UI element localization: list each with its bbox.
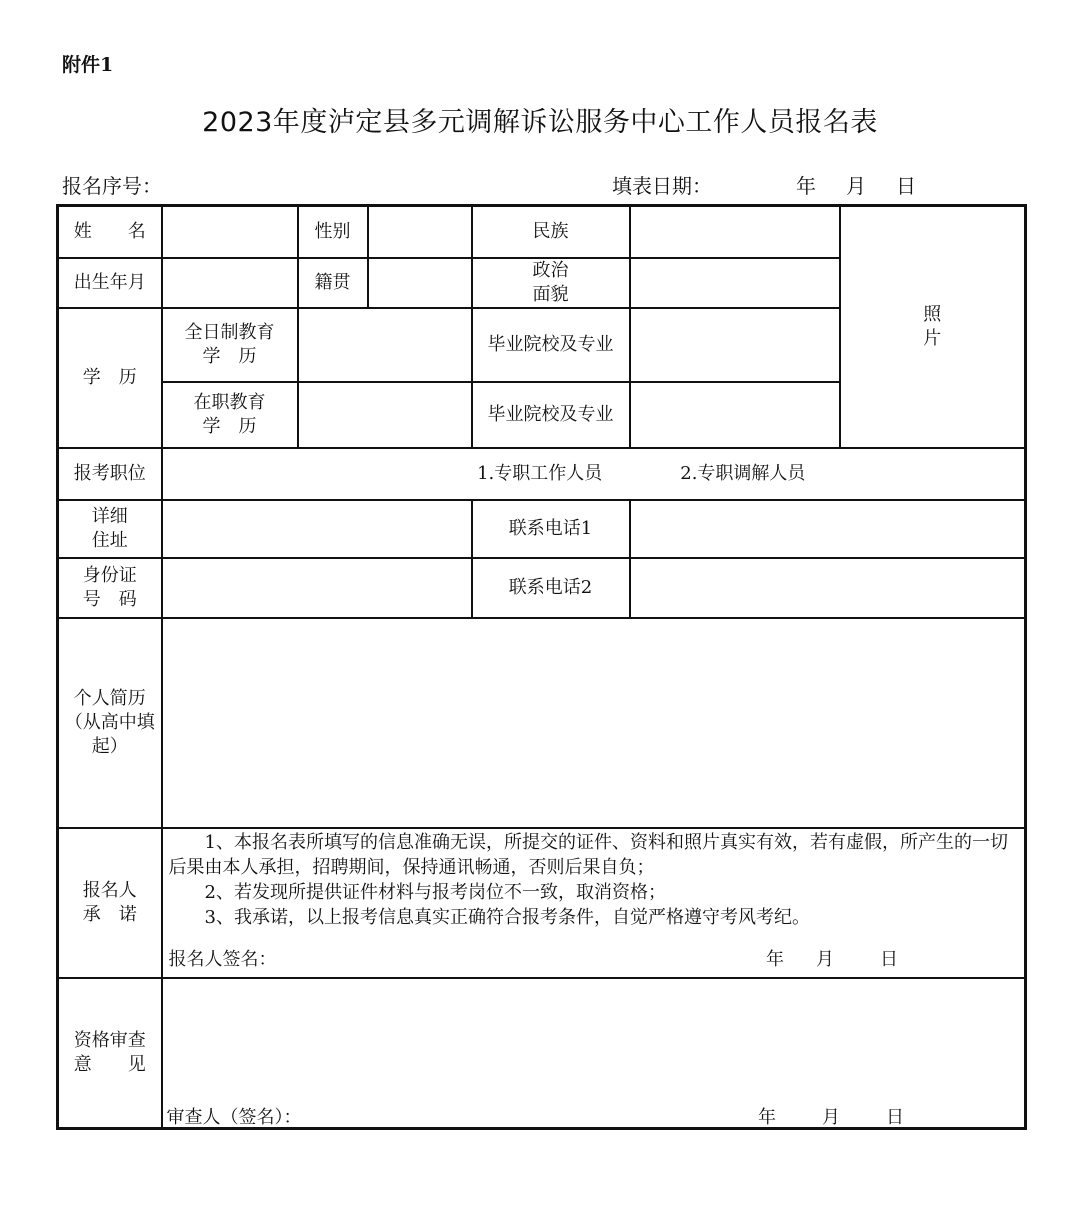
- name-label: 姓 名: [58, 206, 162, 258]
- position-options[interactable]: [162, 448, 1026, 500]
- education-label: 学 历: [58, 308, 162, 448]
- fulltime-education-label-2: 学 历: [202, 346, 257, 368]
- photo-label-1: 照: [923, 303, 942, 325]
- fulltime-education-label: [162, 308, 298, 382]
- resume-label-1: 个人简历: [73, 687, 146, 709]
- pledge-year: 年: [766, 949, 784, 971]
- fulltime-education-label-1: 全日制教育: [184, 321, 275, 343]
- serial-number-label: 报名序号：: [62, 174, 162, 198]
- review-date: [758, 1106, 904, 1130]
- political-status-label: [472, 258, 630, 309]
- resume-field[interactable]: [162, 618, 1026, 828]
- ethnicity-field[interactable]: [630, 206, 840, 258]
- pledge-item-1: 1、本报名表所填写的信息准确无误，所提交的证件、资料和照片真实有效，若有虚假，所产生的一切后果由本人承担，招聘期间，保持通讯畅通，否则后果自负；: [168, 832, 1008, 878]
- photo-label-2: 片: [923, 328, 942, 350]
- pledge-signature-line[interactable]: [169, 948, 1019, 973]
- fulltime-education-field[interactable]: [298, 308, 472, 382]
- attachment-label: 附件1: [62, 54, 114, 76]
- fill-date-month: 月: [846, 174, 866, 198]
- fill-date-label: 填表日期：: [612, 174, 712, 198]
- pledge-date: [766, 948, 898, 973]
- review-signature-line: [167, 1106, 905, 1130]
- native-place-field[interactable]: [368, 258, 472, 309]
- phone1-label: 联系电话1: [472, 500, 630, 558]
- phone2-field[interactable]: [630, 558, 1026, 618]
- fill-date-line: [612, 170, 916, 199]
- inservice-education-label-1: 在职教育: [193, 391, 266, 413]
- pledge-day: 日: [880, 949, 898, 971]
- fill-date-year: 年: [796, 174, 816, 198]
- id-number-field[interactable]: [162, 558, 472, 618]
- inservice-education-field[interactable]: [298, 382, 472, 448]
- position-option-1[interactable]: 1.专职工作人员: [477, 462, 603, 484]
- native-place-label: 籍贯: [298, 258, 368, 309]
- review-label-1: 资格审查: [73, 1029, 146, 1051]
- id-number-label: [58, 558, 162, 618]
- inservice-education-label-2: 学 历: [202, 416, 257, 438]
- birth-label: 出生年月: [58, 258, 162, 309]
- name-field[interactable]: [162, 206, 298, 258]
- pledge-label-1: 报名人: [82, 879, 137, 901]
- pledge-month: 月: [816, 949, 834, 971]
- resume-label: [58, 618, 162, 828]
- ethnicity-label: 民族: [472, 206, 630, 258]
- page-title: 2023年度泸定县多元调解诉讼服务中心工作人员报名表: [202, 107, 878, 138]
- review-day: 日: [886, 1107, 904, 1129]
- address-label-1: 详细: [91, 505, 128, 527]
- gender-field[interactable]: [368, 206, 472, 258]
- political-status-label-1: 政治: [532, 259, 569, 281]
- review-label: [58, 978, 162, 1128]
- pledge-content: [162, 828, 1026, 978]
- review-signature-label: 审查人（签名）：: [166, 1107, 302, 1129]
- inservice-education-label: [162, 382, 298, 448]
- registration-form-table: [56, 204, 1027, 1130]
- political-status-field[interactable]: [630, 258, 840, 309]
- pledge-item-3: 3、我承诺，以上报考信息真实正确符合报考条件，自觉严格遵守考风考纪。: [204, 906, 810, 928]
- resume-label-3: 起）: [91, 736, 128, 758]
- gender-label: 性别: [298, 206, 368, 258]
- inservice-school-major-label: 毕业院校及专业: [472, 382, 630, 448]
- address-label-2: 住址: [91, 530, 128, 552]
- address-label: [58, 500, 162, 558]
- pledge-label-2: 承 诺: [82, 904, 137, 926]
- review-year: 年: [758, 1107, 776, 1129]
- pledge-label: [58, 828, 162, 978]
- political-status-label-2: 面貌: [532, 283, 569, 305]
- address-field[interactable]: [162, 500, 472, 558]
- review-month: 月: [822, 1107, 840, 1129]
- phone1-field[interactable]: [630, 500, 1026, 558]
- photo-box[interactable]: [840, 206, 1026, 449]
- birth-field[interactable]: [162, 258, 298, 309]
- fill-date-day: 日: [896, 174, 916, 198]
- pledge-item-2: 2、若发现所提供证件材料与报考岗位不一致，取消资格；: [204, 881, 666, 903]
- position-option-2[interactable]: 2.专职调解人员: [680, 462, 806, 484]
- id-number-label-2: 号 码: [82, 589, 137, 611]
- id-number-label-1: 身份证: [82, 564, 137, 586]
- resume-label-2: （从高中填: [64, 711, 155, 733]
- review-label-2: 意 见: [73, 1053, 146, 1075]
- phone2-label: 联系电话2: [472, 558, 630, 618]
- position-label: 报考职位: [58, 448, 162, 500]
- inservice-school-major-field[interactable]: [630, 382, 840, 448]
- review-field[interactable]: [162, 978, 1026, 1128]
- fulltime-school-major-field[interactable]: [630, 308, 840, 382]
- fulltime-school-major-label: 毕业院校及专业: [472, 308, 630, 382]
- pledge-signature-label: 报名人签名：: [168, 949, 277, 971]
